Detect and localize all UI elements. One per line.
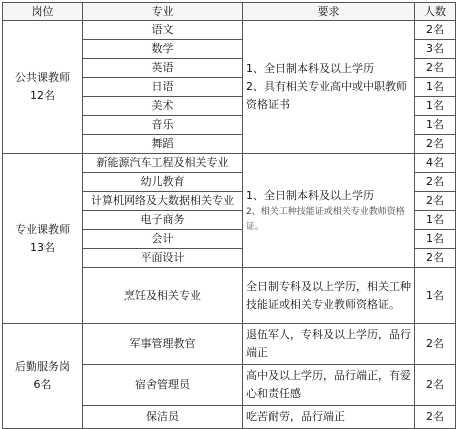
requirement-line: 2、具有相关专业高中或中职教师资格证书 xyxy=(246,80,407,111)
count-cell: 2名 xyxy=(415,173,456,192)
count-cell: 1名 xyxy=(415,116,456,135)
major-cell: 美术 xyxy=(83,97,243,116)
count-cell: 2名 xyxy=(415,59,456,78)
requirement-line: 2、相关工种技能证或相关专业教师资格证。 xyxy=(246,206,405,232)
recruitment-table xyxy=(2,2,456,429)
requirement-cell: 吃苦耐劳，品行端正 xyxy=(243,406,415,429)
post-cell-professional-teacher xyxy=(3,154,83,324)
table-row xyxy=(3,21,456,40)
requirement-cell-professional-teacher xyxy=(243,154,415,268)
count-cell: 2名 xyxy=(415,21,456,40)
major-cell: 音乐 xyxy=(83,116,243,135)
requirement-cell: 退伍军人，专科及以上学历，品行端正 xyxy=(243,324,415,365)
requirement-cell: 高中及以上学历，品行端正，有爱心和责任感 xyxy=(243,365,415,406)
major-cell: 新能源汽车工程及相关专业 xyxy=(83,154,243,173)
major-cell: 幼儿教育 xyxy=(83,173,243,192)
post-total: 13名 xyxy=(30,240,55,254)
requirement-cell-public-teacher xyxy=(243,21,415,154)
major-cell: 宿舍管理员 xyxy=(83,365,243,406)
major-cell: 平面设计 xyxy=(83,249,243,268)
count-cell: 2名 xyxy=(415,406,456,429)
post-cell-logistics xyxy=(3,324,83,429)
count-cell: 1名 xyxy=(415,268,456,324)
header-major: 专业 xyxy=(83,3,243,21)
table-row xyxy=(3,324,456,365)
major-cell: 语文 xyxy=(83,21,243,40)
count-cell: 1名 xyxy=(415,230,456,249)
count-cell: 1名 xyxy=(415,97,456,116)
post-name: 公共课教师 xyxy=(15,71,70,84)
header-requirement: 要求 xyxy=(243,3,415,21)
major-cell: 保洁员 xyxy=(83,406,243,429)
requirement-line: 1、全日制本科及以上学历 xyxy=(246,188,374,202)
post-name: 专业课教师 xyxy=(15,222,70,236)
header-count: 人数 xyxy=(415,3,456,21)
major-cell: 舞蹈 xyxy=(83,135,243,154)
major-cell: 数学 xyxy=(83,40,243,59)
major-cell: 电子商务 xyxy=(83,211,243,230)
major-cell: 烹饪及相关专业 xyxy=(83,268,243,324)
post-total: 12名 xyxy=(30,89,55,102)
table-row xyxy=(3,154,456,173)
major-cell: 会计 xyxy=(83,230,243,249)
requirement-line: 1、全日制本科及以上学历 xyxy=(246,62,374,75)
count-cell: 1名 xyxy=(415,211,456,230)
major-cell: 英语 xyxy=(83,59,243,78)
major-cell: 日语 xyxy=(83,78,243,97)
header-post: 岗位 xyxy=(3,3,83,21)
requirement-cell-cooking: 全日制专科及以上学历，相关工种技能证或相关专业教师资格证。 xyxy=(243,268,415,324)
header-row xyxy=(3,3,456,21)
count-cell: 2名 xyxy=(415,249,456,268)
count-cell: 1名 xyxy=(415,78,456,97)
post-total: 6名 xyxy=(33,378,52,391)
count-cell: 2名 xyxy=(415,365,456,406)
count-cell: 2名 xyxy=(415,135,456,154)
count-cell: 2名 xyxy=(415,192,456,211)
major-cell: 计算机网络及大数据相关专业 xyxy=(83,192,243,211)
count-cell: 3名 xyxy=(415,40,456,59)
major-cell: 军事管理教官 xyxy=(83,324,243,365)
count-cell: 4名 xyxy=(415,154,456,173)
count-cell: 2名 xyxy=(415,324,456,365)
post-name: 后勤服务岗 xyxy=(15,360,70,373)
post-cell-public-teacher xyxy=(3,21,83,154)
recruitment-table-container xyxy=(2,2,456,429)
